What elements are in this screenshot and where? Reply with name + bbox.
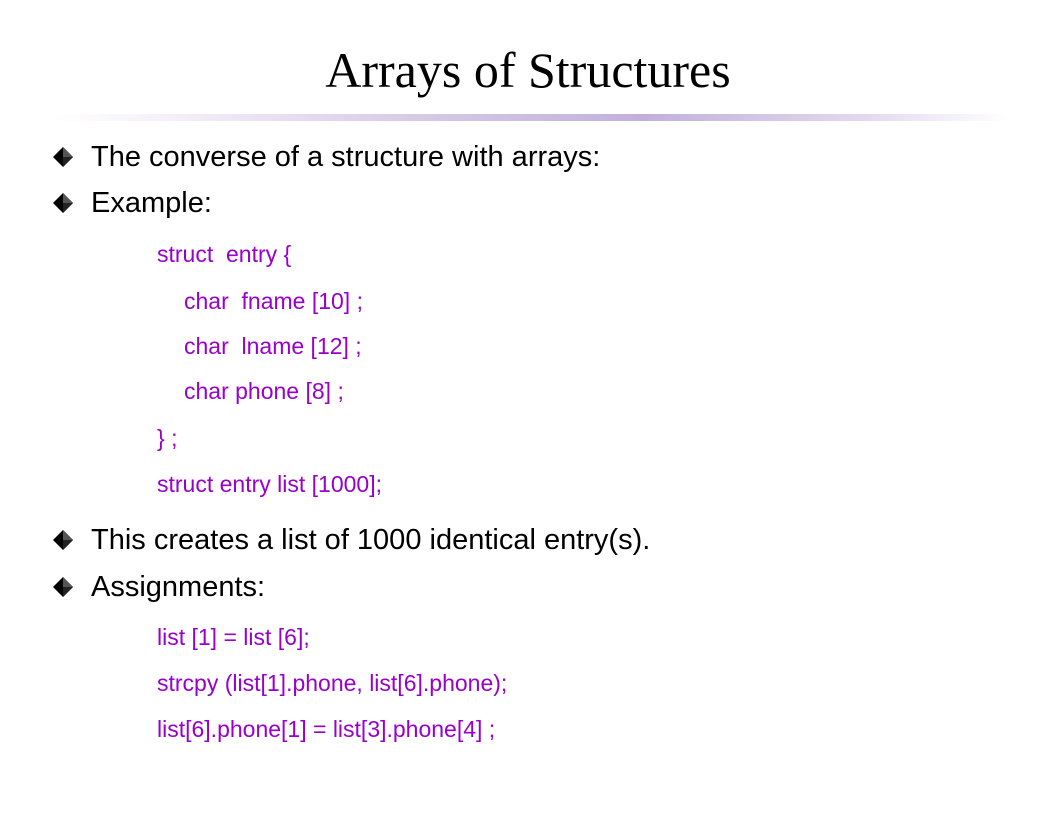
bullet-text: Assignments: xyxy=(91,570,266,603)
bullet-item xyxy=(52,183,212,223)
code-line: char lname [12] ; xyxy=(184,333,362,359)
bullet-item xyxy=(52,520,650,560)
code-line: } ; xyxy=(157,425,178,451)
code-line: list[6].phone[1] = list[3].phone[4] ; xyxy=(157,716,496,742)
bullet-text: This creates a list of 1000 identical entry(s). xyxy=(91,523,651,556)
diamond-bullet-icon xyxy=(52,529,74,551)
diamond-bullet-icon xyxy=(52,192,74,214)
code-line: struct entry { xyxy=(157,241,292,267)
diamond-bullet-icon xyxy=(52,576,74,598)
bullet-item xyxy=(52,137,600,177)
code-line: char phone [8] ; xyxy=(184,378,344,404)
bullet-text: The converse of a structure with arrays: xyxy=(91,140,601,173)
code-line: char fname [10] ; xyxy=(184,288,363,314)
title-divider xyxy=(52,114,1008,121)
bullet-item xyxy=(52,567,265,607)
bullet-text: Example: xyxy=(91,186,212,219)
code-line: list [1] = list [6]; xyxy=(157,624,310,650)
code-line: struct entry list [1000]; xyxy=(157,471,382,497)
code-line: strcpy (list[1].phone, list[6].phone); xyxy=(157,670,508,696)
diamond-bullet-icon xyxy=(52,146,74,168)
slide-title: Arrays of Structures xyxy=(325,42,731,98)
